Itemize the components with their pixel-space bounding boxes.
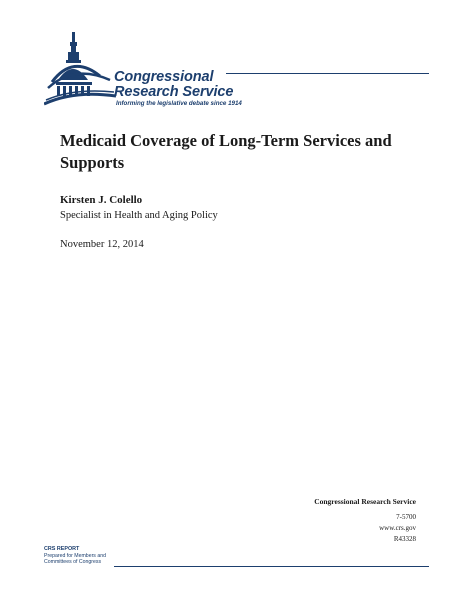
- tag-title: CRS REPORT: [44, 546, 80, 552]
- org-name-line1: Congressional: [114, 69, 214, 85]
- tag-line1: Prepared for Members and: [44, 552, 106, 559]
- org-name-line2: Research Service: [114, 84, 234, 100]
- report-title: Medicaid Coverage of Long-Term Services and Supports: [60, 131, 392, 172]
- org-tagline: Informing the legislative debate since 1914: [116, 100, 242, 107]
- author-title: Specialist in Health and Aging Policy: [60, 210, 218, 221]
- footer-divider: [114, 566, 429, 567]
- crs-report-tag: [44, 546, 106, 565]
- crs-logo: [44, 30, 434, 110]
- tag-line2: Committees of Congress: [44, 558, 102, 565]
- report-number: R43328: [393, 535, 416, 543]
- author-name: Kirsten J. Colello: [60, 194, 143, 206]
- header-divider: [226, 73, 429, 74]
- report-metadata: [314, 497, 416, 545]
- footer-org: Congressional Research Service: [314, 497, 416, 506]
- org-name: [114, 70, 233, 100]
- report-date: November 12, 2014: [60, 239, 144, 250]
- capitol-dome-icon: [44, 30, 116, 108]
- footer-url: www.crs.gov: [379, 524, 416, 532]
- footer-code: 7-5700: [396, 513, 416, 521]
